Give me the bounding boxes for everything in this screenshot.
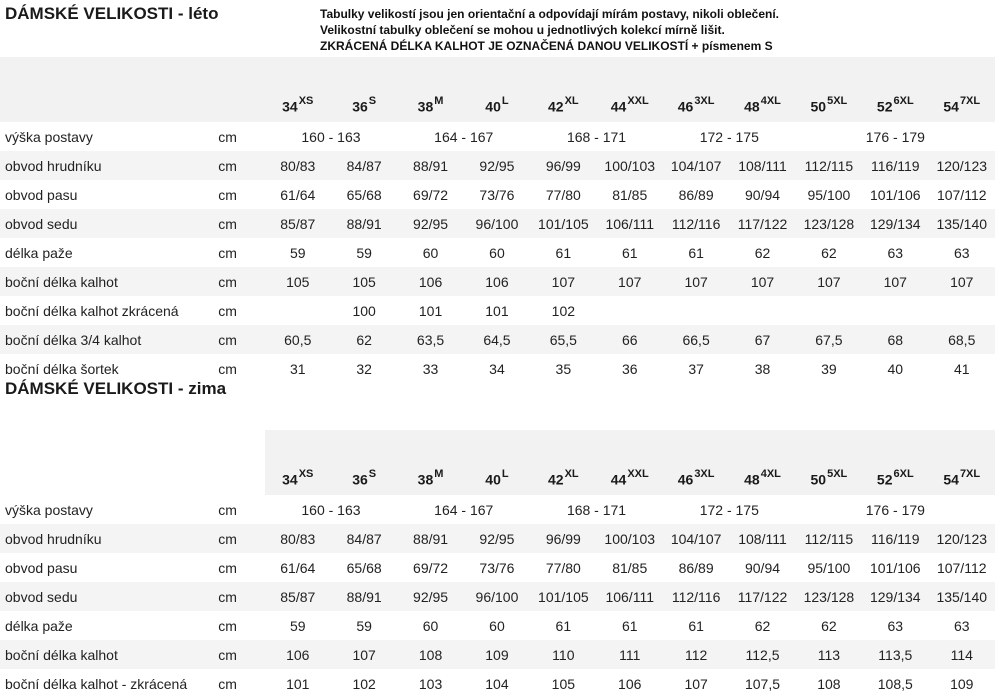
value-cell: 77/80 — [545, 559, 581, 576]
size-letter: L — [501, 468, 509, 481]
height-range-cell: 164 - 167 — [434, 501, 494, 518]
value-cell: 109 — [950, 675, 974, 692]
value-cell: 61 — [555, 244, 572, 261]
value-cell: 62 — [331, 325, 397, 354]
size-number: 42 — [548, 472, 564, 488]
row-unit: cm — [216, 582, 264, 611]
size-letter: 5XL — [827, 95, 848, 108]
size-header-54 — [928, 57, 995, 122]
size-number: 36 — [352, 99, 368, 115]
value-cell: 107 — [928, 267, 995, 296]
value-cell: 65,5 — [530, 325, 596, 354]
row-unit: cm — [216, 151, 264, 180]
value-cell: 135/140 — [928, 582, 995, 611]
size-number: 50 — [810, 472, 827, 488]
table-row — [0, 553, 995, 582]
value-cell: 116/119 — [862, 524, 928, 553]
value-cell: 108 — [817, 675, 841, 692]
table-row — [0, 122, 995, 151]
value-cell: 62 — [821, 244, 837, 261]
winter-section-title: DÁMSKÉ VELIKOSTI - zima — [5, 379, 227, 398]
size-number: 44 — [610, 472, 627, 488]
size-header-50 — [796, 57, 862, 122]
value-cell: 69/72 — [413, 559, 449, 576]
height-range-cell: 176 - 179 — [865, 501, 925, 518]
table-row — [0, 669, 995, 698]
value-cell: 65/68 — [346, 559, 382, 576]
size-header-40 — [464, 57, 530, 122]
value-cell: 116/119 — [862, 151, 928, 180]
size-number: 40 — [485, 99, 501, 115]
value-cell: 100/103 — [597, 524, 663, 553]
value-cell: 105 — [265, 267, 331, 296]
size-header-50 — [796, 430, 862, 495]
row-label: délka paže — [5, 617, 73, 634]
row-unit: cm — [218, 244, 237, 261]
size-header-42 — [530, 57, 596, 122]
value-cell: 96/99 — [530, 524, 596, 553]
value-cell: 61 — [688, 244, 704, 261]
value-cell: 64,5 — [464, 325, 530, 354]
size-number: 50 — [810, 99, 827, 115]
value-cell: 67 — [729, 325, 795, 354]
size-number: 52 — [876, 99, 893, 115]
value-cell: 107 — [796, 267, 862, 296]
header-blank-cell — [216, 430, 264, 495]
row-label: výška postavy — [5, 501, 93, 518]
value-cell: 59 — [289, 244, 306, 261]
value-cell: 107/112 — [936, 186, 987, 203]
value-cell: 114 — [928, 640, 995, 669]
winter-size-table — [0, 430, 995, 698]
size-letter: XL — [564, 468, 579, 481]
value-cell: 68 — [862, 325, 928, 354]
height-range-cell: 172 - 175 — [699, 501, 759, 518]
size-number: 38 — [417, 472, 434, 488]
table-row — [0, 209, 995, 238]
row-unit: cm — [218, 360, 237, 377]
value-cell: 92/95 — [464, 151, 530, 180]
value-cell: 129/134 — [862, 209, 928, 238]
height-range-cell: 168 - 171 — [566, 501, 627, 518]
row-label: obvod hrudníku — [0, 524, 216, 553]
value-cell: 80/83 — [265, 524, 331, 553]
value-cell: 59 — [356, 617, 372, 634]
row-unit: cm — [218, 617, 237, 634]
value-cell: 95/100 — [807, 559, 851, 576]
row-unit: cm — [218, 186, 237, 203]
size-letter: XL — [564, 95, 579, 108]
value-cell: 92/95 — [397, 209, 463, 238]
value-cell: 81/85 — [612, 186, 648, 203]
table-row — [0, 325, 995, 354]
value-cell: 105 — [331, 267, 397, 296]
size-header-36 — [331, 57, 397, 122]
value-cell: 96/99 — [530, 151, 596, 180]
value-cell: 108/111 — [729, 524, 795, 553]
row-label: obvod hrudníku — [0, 151, 216, 180]
value-cell — [663, 296, 729, 325]
value-cell: 103 — [418, 675, 443, 692]
value-cell: 107 — [597, 267, 663, 296]
value-cell: 61/64 — [280, 559, 316, 576]
note-line: Velikostní tabulky oblečení se mohou u jednotlivých kolekcí mírně lišit. — [320, 23, 725, 37]
value-cell: 101/106 — [869, 186, 921, 203]
value-cell: 90/94 — [744, 559, 781, 576]
value-cell: 112 — [663, 640, 729, 669]
value-cell: 102 — [551, 302, 576, 319]
size-letter: XXL — [627, 468, 649, 481]
row-label: boční délka kalhot zkrácená — [5, 302, 179, 319]
size-header-42 — [530, 430, 596, 495]
value-cell: 34 — [489, 360, 505, 377]
value-cell: 120/123 — [928, 151, 995, 180]
value-cell: 63 — [953, 244, 970, 261]
value-cell: 68,5 — [928, 325, 995, 354]
size-letter: S — [368, 468, 377, 481]
table-row — [0, 524, 995, 553]
value-cell: 117/122 — [729, 209, 795, 238]
size-letter: 7XL — [959, 468, 981, 481]
value-cell: 61 — [621, 244, 638, 261]
size-header-48 — [729, 430, 795, 495]
value-cell: 90/94 — [744, 186, 781, 203]
value-cell: 61 — [621, 617, 638, 634]
value-cell: 33 — [422, 360, 439, 377]
value-cell: 95/100 — [807, 186, 851, 203]
row-label: boční délka kalhot — [0, 640, 216, 669]
value-cell: 35 — [555, 360, 572, 377]
size-number: 38 — [417, 99, 434, 115]
value-cell: 106 — [464, 267, 530, 296]
value-cell: 59 — [289, 617, 306, 634]
value-cell: 106 — [397, 267, 463, 296]
value-cell: 96/100 — [464, 209, 530, 238]
summer-section-title: DÁMSKÉ VELIKOSTI - léto — [5, 4, 219, 23]
value-cell: 104/107 — [663, 524, 729, 553]
value-cell: 41 — [953, 360, 970, 377]
size-number: 54 — [943, 472, 959, 488]
value-cell: 63 — [887, 617, 904, 634]
value-cell: 61/64 — [280, 186, 316, 203]
value-cell: 112/116 — [663, 209, 729, 238]
value-cell: 81/85 — [612, 559, 648, 576]
value-cell: 117/122 — [729, 582, 795, 611]
value-cell: 101/106 — [869, 559, 921, 576]
value-cell: 135/140 — [928, 209, 995, 238]
value-cell: 37 — [688, 360, 704, 377]
size-header-34 — [265, 430, 331, 495]
height-range-cell: 172 - 175 — [699, 128, 759, 145]
table-row — [0, 611, 995, 640]
value-cell: 40 — [887, 360, 904, 377]
value-cell: 113 — [796, 640, 862, 669]
size-header-44 — [597, 57, 663, 122]
row-label: obvod sedu — [0, 209, 216, 238]
size-letter: 4XL — [760, 95, 781, 108]
value-cell: 101 — [485, 302, 509, 319]
value-cell: 104/107 — [663, 151, 729, 180]
summer-size-table — [0, 57, 995, 383]
value-cell: 92/95 — [397, 582, 463, 611]
value-cell: 92/95 — [464, 524, 530, 553]
height-range-cell: 160 - 163 — [301, 128, 361, 145]
header-blank-cell — [216, 57, 264, 122]
note-line: Tabulky velikostí jsou jen orientační a odpovídají mírám postavy, nikoli oblečení. — [320, 7, 780, 21]
value-cell: 106 — [265, 640, 331, 669]
value-cell: 107 — [331, 640, 397, 669]
value-cell: 101 — [418, 302, 443, 319]
value-cell: 106/111 — [597, 582, 663, 611]
value-cell: 106/111 — [597, 209, 663, 238]
size-header-40 — [464, 430, 530, 495]
value-cell: 108 — [397, 640, 463, 669]
row-unit: cm — [216, 524, 264, 553]
size-letter: 3XL — [694, 95, 715, 108]
row-unit: cm — [218, 302, 237, 319]
value-cell: 60,5 — [265, 325, 331, 354]
size-number: 48 — [744, 99, 760, 115]
size-number: 44 — [610, 99, 627, 115]
value-cell: 60 — [489, 617, 505, 634]
value-cell: 108/111 — [729, 151, 795, 180]
size-letter: XS — [298, 468, 314, 481]
row-label: boční délka kalhot - zkrácená — [5, 675, 188, 692]
value-cell: 86/89 — [678, 186, 714, 203]
value-cell: 73/76 — [479, 186, 515, 203]
value-cell: 85/87 — [265, 209, 331, 238]
value-cell: 100/103 — [597, 151, 663, 180]
height-range-cell: 168 - 171 — [566, 128, 627, 145]
note-line: ZKRÁCENÁ DÉLKA KALHOT JE OZNAČENÁ DANOU VELIKOSTÍ + písmenem S — [320, 39, 773, 53]
value-cell: 60 — [422, 617, 439, 634]
row-unit: cm — [216, 209, 264, 238]
height-range-cell: 160 - 163 — [301, 501, 361, 518]
row-label: výška postavy — [5, 128, 93, 145]
value-cell — [597, 296, 663, 325]
value-cell: 62 — [754, 617, 771, 634]
value-cell: 111 — [597, 640, 663, 669]
value-cell: 107 — [684, 675, 708, 692]
value-cell: 109 — [464, 640, 530, 669]
value-cell: 65/68 — [346, 186, 382, 203]
value-cell: 63 — [953, 617, 970, 634]
value-cell: 108,5 — [877, 675, 913, 692]
value-cell: 107 — [729, 267, 795, 296]
row-unit: cm — [218, 128, 237, 145]
table-row — [0, 238, 995, 267]
value-cell: 107/112 — [936, 559, 987, 576]
value-cell: 84/87 — [331, 151, 397, 180]
row-label: boční délka 3/4 kalhot — [0, 325, 216, 354]
value-cell: 101/105 — [530, 582, 596, 611]
value-cell: 38 — [754, 360, 771, 377]
size-header-46 — [663, 430, 729, 495]
value-cell — [928, 296, 995, 325]
size-header-52 — [862, 57, 928, 122]
value-cell — [796, 296, 862, 325]
table-row — [0, 180, 995, 209]
value-cell: 123/128 — [796, 209, 862, 238]
size-header-44 — [597, 430, 663, 495]
height-range-cell: 164 - 167 — [434, 128, 494, 145]
size-letter: L — [501, 95, 509, 108]
value-cell: 62 — [821, 617, 837, 634]
value-cell: 120/123 — [928, 524, 995, 553]
height-range-cell: 176 - 179 — [865, 128, 925, 145]
table-row — [0, 267, 995, 296]
value-cell: 113,5 — [862, 640, 928, 669]
value-cell: 63,5 — [397, 325, 463, 354]
row-label: boční délka šortek — [5, 360, 119, 377]
value-cell — [265, 296, 331, 325]
row-unit: cm — [216, 640, 264, 669]
size-number: 42 — [548, 99, 564, 115]
value-cell: 129/134 — [862, 582, 928, 611]
value-cell: 104 — [485, 675, 509, 692]
value-cell: 60 — [422, 244, 439, 261]
value-cell: 102 — [352, 675, 376, 692]
value-cell: 110 — [530, 640, 596, 669]
row-label: boční délka kalhot — [0, 267, 216, 296]
value-cell: 112/115 — [796, 524, 862, 553]
size-letter: XS — [298, 95, 314, 108]
table-row — [0, 151, 995, 180]
value-cell: 105 — [551, 675, 576, 692]
value-cell: 60 — [489, 244, 505, 261]
value-cell: 32 — [356, 360, 372, 377]
header-blank-cell — [0, 430, 216, 495]
value-cell: 61 — [555, 617, 572, 634]
value-cell: 85/87 — [265, 582, 331, 611]
value-cell: 36 — [621, 360, 638, 377]
row-unit: cm — [218, 501, 237, 518]
size-header-38 — [397, 57, 463, 122]
table-row — [0, 495, 995, 524]
value-cell: 66 — [597, 325, 663, 354]
size-letter: 7XL — [959, 95, 981, 108]
value-cell: 77/80 — [545, 186, 581, 203]
value-cell: 112/116 — [663, 582, 729, 611]
size-number: 34 — [282, 472, 298, 488]
value-cell: 107 — [862, 267, 928, 296]
value-cell: 101 — [286, 675, 310, 692]
value-cell: 69/72 — [413, 186, 449, 203]
value-cell: 67,5 — [796, 325, 862, 354]
size-number: 36 — [352, 472, 368, 488]
value-cell: 107 — [663, 267, 729, 296]
value-cell: 80/83 — [265, 151, 331, 180]
row-unit: cm — [216, 325, 264, 354]
value-cell: 39 — [821, 360, 837, 377]
row-label: obvod sedu — [0, 582, 216, 611]
size-header-38 — [397, 430, 463, 495]
value-cell: 101/105 — [530, 209, 596, 238]
value-cell: 59 — [356, 244, 372, 261]
value-cell: 84/87 — [331, 524, 397, 553]
value-cell: 96/100 — [464, 582, 530, 611]
value-cell — [729, 296, 795, 325]
value-cell: 73/76 — [479, 559, 515, 576]
size-letter: M — [434, 95, 444, 108]
row-unit: cm — [216, 267, 264, 296]
size-letter: XXL — [627, 95, 649, 108]
value-cell: 107,5 — [744, 675, 781, 692]
size-number: 52 — [876, 472, 893, 488]
value-cell: 88/91 — [331, 582, 397, 611]
value-cell: 88/91 — [397, 151, 463, 180]
size-letter: S — [368, 95, 377, 108]
row-label: obvod pasu — [5, 186, 78, 203]
value-cell: 62 — [754, 244, 771, 261]
size-number: 40 — [485, 472, 501, 488]
size-letter: M — [434, 468, 444, 481]
value-cell: 112/115 — [796, 151, 862, 180]
size-number: 34 — [282, 99, 298, 115]
value-cell: 88/91 — [397, 524, 463, 553]
size-header-36 — [331, 430, 397, 495]
size-header-row — [0, 430, 995, 495]
size-number: 46 — [677, 99, 694, 115]
size-letter: 4XL — [760, 468, 781, 481]
size-letter: 6XL — [893, 468, 914, 481]
header-blank-cell — [0, 57, 216, 122]
value-cell: 88/91 — [331, 209, 397, 238]
size-letter: 3XL — [694, 468, 715, 481]
size-header-46 — [663, 57, 729, 122]
value-cell: 106 — [618, 675, 642, 692]
row-unit: cm — [218, 675, 237, 692]
size-header-row — [0, 57, 995, 122]
value-cell: 63 — [887, 244, 904, 261]
value-cell: 123/128 — [796, 582, 862, 611]
value-cell: 61 — [688, 617, 704, 634]
value-cell: 66,5 — [663, 325, 729, 354]
size-number: 54 — [943, 99, 959, 115]
size-letter: 5XL — [827, 468, 848, 481]
size-header-34 — [265, 57, 331, 122]
row-label: obvod pasu — [5, 559, 78, 576]
value-cell — [862, 296, 928, 325]
size-header-48 — [729, 57, 795, 122]
value-cell: 86/89 — [678, 559, 714, 576]
size-number: 46 — [677, 472, 694, 488]
size-number: 48 — [744, 472, 760, 488]
size-notes — [320, 6, 779, 54]
row-label: délka paže — [5, 244, 73, 261]
table-row — [0, 582, 995, 611]
size-header-52 — [862, 430, 928, 495]
row-unit: cm — [218, 559, 237, 576]
table-row — [0, 296, 995, 325]
value-cell: 31 — [289, 360, 306, 377]
value-cell: 112,5 — [729, 640, 795, 669]
size-header-54 — [928, 430, 995, 495]
value-cell: 107 — [530, 267, 596, 296]
value-cell: 100 — [352, 302, 376, 319]
size-letter: 6XL — [893, 95, 914, 108]
